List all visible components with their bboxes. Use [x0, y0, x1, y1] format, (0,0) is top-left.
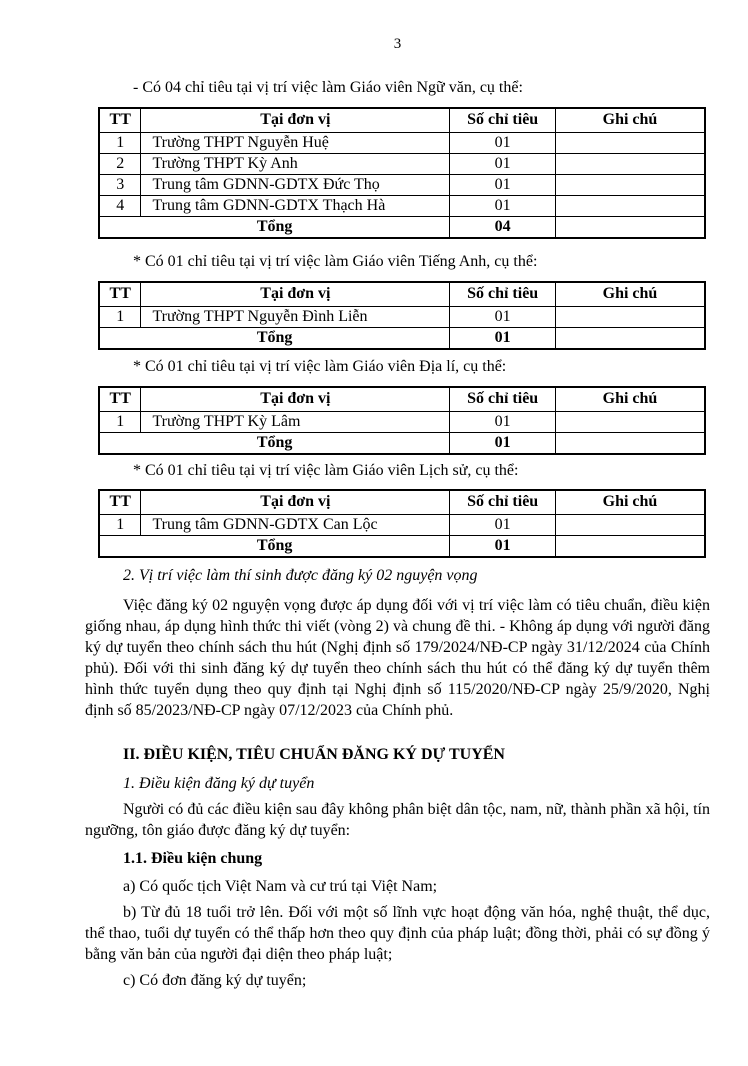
cell-unit: Trường THPT Nguyễn Huệ	[141, 132, 450, 153]
paragraph-dieu-kien: Người có đủ các điều kiện sau đây không phân biệt dân tộc, nam, nữ, thành phần xã hội, tín ngưỡng, tôn giáo được đăng ký dự tuyển:	[85, 801, 710, 839]
cell-tt: 1	[99, 514, 141, 535]
total-label: Tổng	[99, 327, 450, 349]
section-intro-lich-su: * Có 01 chỉ tiêu tại vị trí việc làm Giáo viên Lịch sử, cụ thể:	[133, 462, 519, 479]
table-row	[99, 195, 705, 216]
total-note	[555, 216, 705, 238]
quota-table-dia-li	[98, 386, 706, 455]
cell-unit: Trung tâm GDNN-GDTX Thạch Hà	[141, 195, 450, 216]
table-total-row	[99, 216, 705, 238]
table-row	[99, 411, 705, 432]
cell-quota: 01	[450, 514, 556, 535]
table-row	[99, 174, 705, 195]
cell-tt: 2	[99, 153, 141, 174]
cell-note	[555, 514, 705, 535]
cell-tt: 1	[99, 306, 141, 327]
quota-table-tieng-anh	[98, 281, 706, 350]
column-header-note: Ghi chú	[555, 490, 705, 514]
total-quota: 01	[450, 327, 556, 349]
column-header-unit: Tại đơn vị	[141, 108, 450, 132]
column-header-quota: Số chỉ tiêu	[450, 108, 556, 132]
column-header-quota: Số chỉ tiêu	[450, 490, 556, 514]
cell-note	[555, 174, 705, 195]
cell-tt: 1	[99, 132, 141, 153]
column-header-tt: TT	[99, 282, 141, 306]
table-header-row	[99, 282, 705, 306]
cell-quota: 01	[450, 411, 556, 432]
column-header-note: Ghi chú	[555, 282, 705, 306]
cell-note	[555, 411, 705, 432]
column-header-tt: TT	[99, 490, 141, 514]
column-header-unit: Tại đơn vị	[141, 282, 450, 306]
heading-2-nguyen-vong: 2. Vị trí việc làm thí sinh được đăng ký 02 nguyện vọng	[123, 567, 478, 584]
section-intro-ngu-van: - Có 04 chỉ tiêu tại vị trí việc làm Giáo viên Ngữ văn, cụ thể:	[133, 79, 523, 96]
column-header-tt: TT	[99, 387, 141, 411]
section-intro-tieng-anh: * Có 01 chỉ tiêu tại vị trí việc làm Giáo viên Tiếng Anh, cụ thể:	[133, 253, 538, 270]
column-header-quota: Số chỉ tiêu	[450, 282, 556, 306]
table-row	[99, 132, 705, 153]
cell-quota: 01	[450, 174, 556, 195]
table-total-row	[99, 327, 705, 349]
heading-1-dieu-kien-dang-ky: 1. Điều kiện đăng ký dự tuyển	[123, 775, 315, 792]
total-quota: 01	[450, 535, 556, 557]
cell-quota: 01	[450, 195, 556, 216]
table-row	[99, 306, 705, 327]
total-quota: 01	[450, 432, 556, 454]
table-total-row	[99, 535, 705, 557]
item-a: a) Có quốc tịch Việt Nam và cư trú tại Việt Nam;	[123, 878, 438, 895]
table-header-row	[99, 108, 705, 132]
item-c: c) Có đơn đăng ký dự tuyển;	[123, 972, 307, 989]
table-total-row	[99, 432, 705, 454]
table-row	[99, 514, 705, 535]
item-b: b) Từ đủ 18 tuổi trở lên. Đối với một số lĩnh vực hoạt động văn hóa, nghệ thuật, thể dục, thể thao, tuổi dự tuyển có thể thấp hơn theo quy định của pháp luật; đồng thời, phải có sự đồng ý bằng văn bản của người đại diện theo pháp luật;	[85, 904, 710, 963]
table-header-row	[99, 490, 705, 514]
total-quota: 04	[450, 216, 556, 238]
cell-tt: 1	[99, 411, 141, 432]
cell-unit: Trung tâm GDNN-GDTX Đức Thọ	[141, 174, 450, 195]
cell-tt: 4	[99, 195, 141, 216]
quota-table-lich-su	[98, 489, 706, 558]
column-header-quota: Số chỉ tiêu	[450, 387, 556, 411]
cell-unit: Trường THPT Kỳ Anh	[141, 153, 450, 174]
total-label: Tổng	[99, 216, 450, 238]
column-header-unit: Tại đơn vị	[141, 490, 450, 514]
total-note	[555, 327, 705, 349]
cell-note	[555, 153, 705, 174]
total-note	[555, 432, 705, 454]
cell-note	[555, 132, 705, 153]
table-header-row	[99, 387, 705, 411]
cell-note	[555, 306, 705, 327]
cell-quota: 01	[450, 132, 556, 153]
column-header-tt: TT	[99, 108, 141, 132]
total-label: Tổng	[99, 432, 450, 454]
total-note	[555, 535, 705, 557]
table-row	[99, 153, 705, 174]
page-number: 3	[393, 36, 402, 52]
cell-unit: Trường THPT Nguyễn Đình Liễn	[141, 306, 450, 327]
heading-II-dieu-kien: II. ĐIỀU KIỆN, TIÊU CHUẨN ĐĂNG KÝ DỰ TUYỂN	[123, 746, 505, 763]
total-label: Tổng	[99, 535, 450, 557]
column-header-note: Ghi chú	[555, 387, 705, 411]
cell-quota: 01	[450, 153, 556, 174]
cell-quota: 01	[450, 306, 556, 327]
column-header-note: Ghi chú	[555, 108, 705, 132]
section-intro-dia-li: * Có 01 chỉ tiêu tại vị trí việc làm Giáo viên Địa lí, cụ thể:	[133, 358, 507, 375]
paragraph-nguyen-vong: Việc đăng ký 02 nguyện vọng được áp dụng đối với vị trí việc làm có tiêu chuẩn, điều kiện giống nhau, áp dụng hình thức thi viết (vòng 2) và chung đề thi. - Không áp dụng với người đăng ký dự tuyển theo chính sách thu hút (Nghị định số 179/2024/NĐ-CP ngày 31/12/2024 của Chính phủ). Đối với thi sinh đăng ký dự tuyển theo chính sách thu hút có thể đăng ký dự tuyển thêm hình thức tuyển dụng theo quy định tại Nghị định số 115/2020/NĐ-CP ngày 25/9/2020, Nghị định số 85/2023/NĐ-CP ngày 07/12/2023 của Chính phủ.	[85, 597, 710, 719]
heading-11-dieu-kien-chung: 1.1. Điều kiện chung	[123, 850, 263, 867]
cell-tt: 3	[99, 174, 141, 195]
cell-unit: Trung tâm GDNN-GDTX Can Lộc	[141, 514, 450, 535]
cell-note	[555, 195, 705, 216]
column-header-unit: Tại đơn vị	[141, 387, 450, 411]
quota-table-ngu-van	[98, 107, 706, 239]
cell-unit: Trường THPT Kỳ Lâm	[141, 411, 450, 432]
